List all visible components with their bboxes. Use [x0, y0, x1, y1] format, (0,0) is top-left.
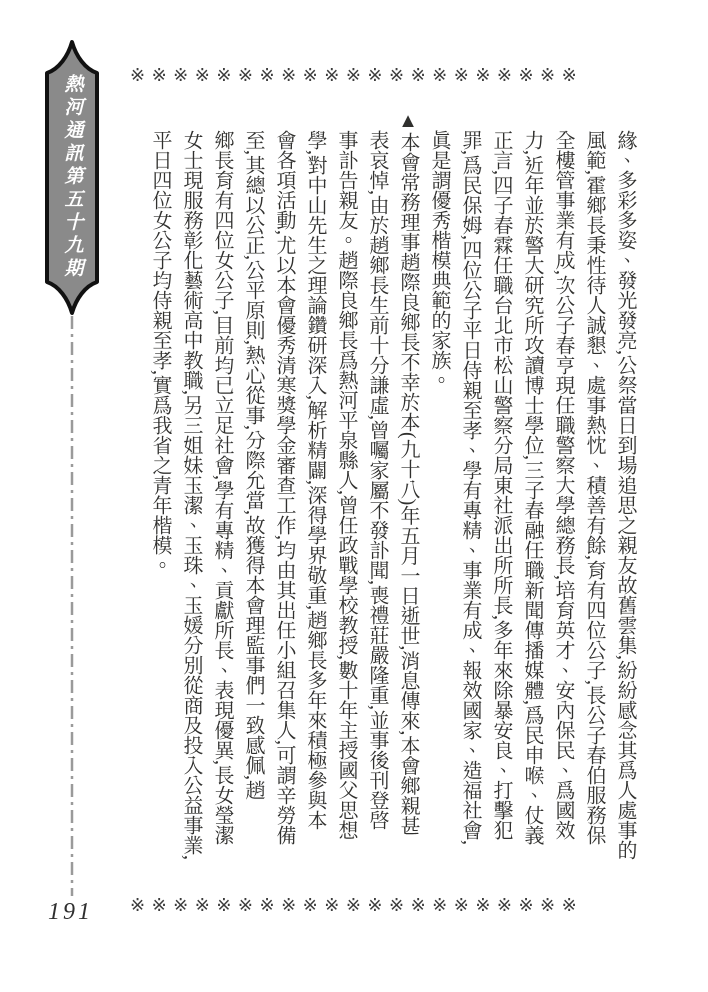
- ornament-border-bottom: ※※※※※※※※※※※※※※※※※※※※※: [130, 895, 584, 916]
- ornament-border-top: ※※※※※※※※※※※※※※※※※※※※※: [130, 65, 584, 86]
- text-column: 罪,爲民保姆,四位公子平日侍親至孝、學有專精、事業有成、報效國家、造福社會,: [459, 130, 481, 845]
- masthead-banner: [42, 38, 102, 320]
- text-column-with-item-marker: ▲本會常務理事趙際良鄉長不幸於本(九十八)年五月一日逝世,消息傳來,本會鄉親甚: [397, 110, 419, 836]
- text-column: 緣、多彩多姿、發光發亮,公祭當日到場追思之親友故舊雲集,紛紛感念其爲人處事的: [614, 130, 636, 860]
- text-column: 平日四位女公子均侍親至孝,實爲我省之青年楷模。: [149, 130, 171, 575]
- text-column: 風範,霍鄉長秉性待人誠懇、處事熱忱、積善有餘,育有四位公子,長公子春伯服務保: [583, 130, 605, 845]
- text-column: 學,對中山先生之理論鑽研深入,解析精闢,深得學界敬重,趙鄉長多年來積極參與本: [304, 130, 326, 830]
- text-column: 表哀悼,由於趙鄉長生前十分謙虛,曾囑家屬不發訃聞,喪禮莊嚴隆重,並事後刊登啓: [366, 130, 388, 830]
- page-number: 191: [48, 899, 93, 925]
- text-column: 鄉長育有四位女公子,目前均已立足社會,學有專精、貢獻所長、表現優異,長女瑩潔: [211, 130, 233, 845]
- text-column: 眞是謂優秀楷模典範的家族。: [428, 130, 450, 390]
- text-column: 會各項活動,尤以本會優秀清寒獎學金審查工作,均由其出任小組召集人,可謂辛勞備: [273, 130, 295, 845]
- publication-title: 熱河通訊第五十九期: [61, 74, 83, 281]
- text-column: 力,近年並於警大研究所攻讀博士學位,三子春融任職新聞傳播媒體,爲民申喉、仗義: [521, 130, 543, 845]
- text-column: 至,其總以公正,公平原則,熱心從事,分際允當,故獲得本會理監事們一致感佩,趙: [242, 130, 264, 800]
- text-column: 正言,四子春霖任職台北市松山警察分局東社派出所所長,多年來除暴安良、打擊犯: [490, 130, 512, 840]
- text-column: 全樓管事業有成,次公子春亨現任職警察大學總務長,培育英才、安內保民、爲國效: [552, 130, 574, 840]
- article-body: [141, 110, 640, 896]
- text-column: 女士現服務彰化藝術高中教職,另三姐妹玉潔、玉珠、玉媛分別從商及投入公益事業,: [180, 130, 202, 860]
- dash-dot-divider-line: [69, 316, 75, 896]
- text-column: 事訃告親友。趙際良鄉長爲熱河平泉縣人,曾任政戰學校教授,數十年主授國父思想: [335, 130, 357, 840]
